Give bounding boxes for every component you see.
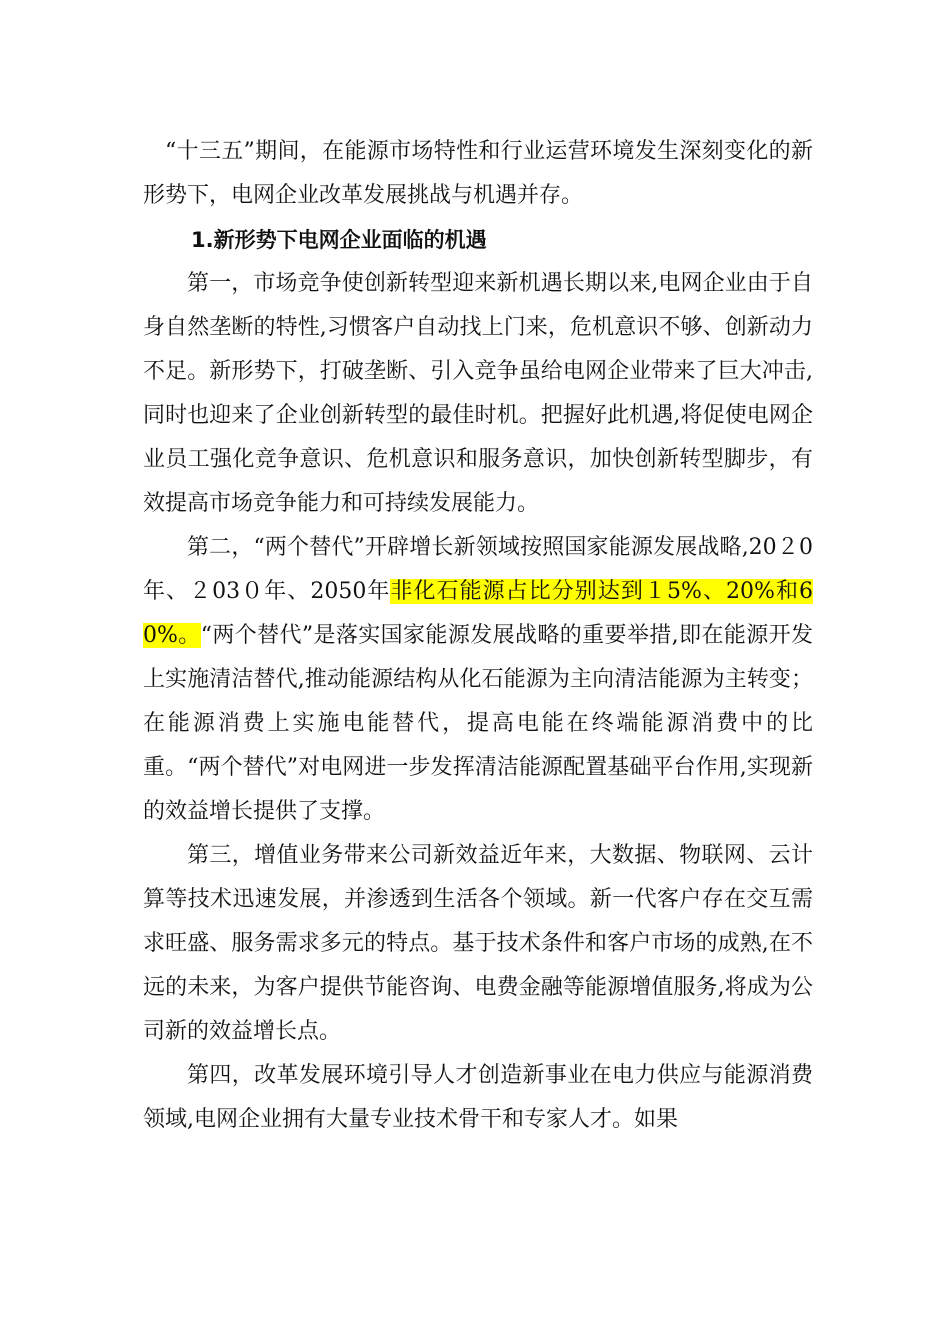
paragraph-second-opportunity bbox=[143, 526, 813, 834]
section-heading: 1.新形势下电网企业面临的机遇 bbox=[191, 228, 487, 252]
paragraph-first-opportunity: 第一，市场竞争使创新转型迎来新机遇长期以来,电网企业由于自身自然垄断的特性,习惯客户自动找上门来，危机意识不够、创新动力不足。新形势下，打破垄断、引入竞争虽给电网企业带来了巨大冲击,同时也迎来了企业创新转型的最佳时机。把握好此机遇,将促使电网企业员工强化竞争意识、危机意识和服务意识，加快创新转型脚步，有效提高市场竞争能力和可持续发展能力。 bbox=[143, 271, 813, 516]
paragraph-second-text-end: “两个替代”是落实国家能源发展战略的重要举措,即在能源开发上实施清洁替代,推动能源结构从化石能源为主向清洁能源为主转变；在能源消费上实施电能替代，提高电能在终端能源消费中的比重。“两个替代”对电网进一步发挥清洁能源配置基础平台作用,实现新的效益增长提供了支撑。 bbox=[143, 623, 813, 824]
paragraph-fourth-opportunity: 第四，改革发展环境引导人才创造新事业在电力供应与能源消费领域,电网企业拥有大量专业技术骨干和专家人才。如果 bbox=[143, 1063, 813, 1132]
paragraph-third-opportunity: 第三，增值业务带来公司新效益近年来，大数据、物联网、云计算等技术迅速发展，并渗透到生活各个领域。新一代客户存在交互需求旺盛、服务需求多元的特点。基于技术条件和客户市场的成熟,在不远的未来，为客户提供节能咨询、电费金融等能源增值服务,将成为公司新的效益增长点。 bbox=[143, 843, 813, 1044]
highlighted-text: 非化石能源占比分别达到１5%、20%和60%。 bbox=[143, 579, 813, 648]
intro-paragraph: “十三五”期间，在能源市场特性和行业运营环境发生深刻变化的新形势下，电网企业改革发展挑战与机遇并存。 bbox=[143, 139, 813, 208]
document-body bbox=[143, 130, 813, 1142]
paragraph-second-text-start: 第二，“两个替代”开辟增长新领域按照国家能源发展战略,20２0年、２03０年、2050年 bbox=[143, 535, 813, 604]
